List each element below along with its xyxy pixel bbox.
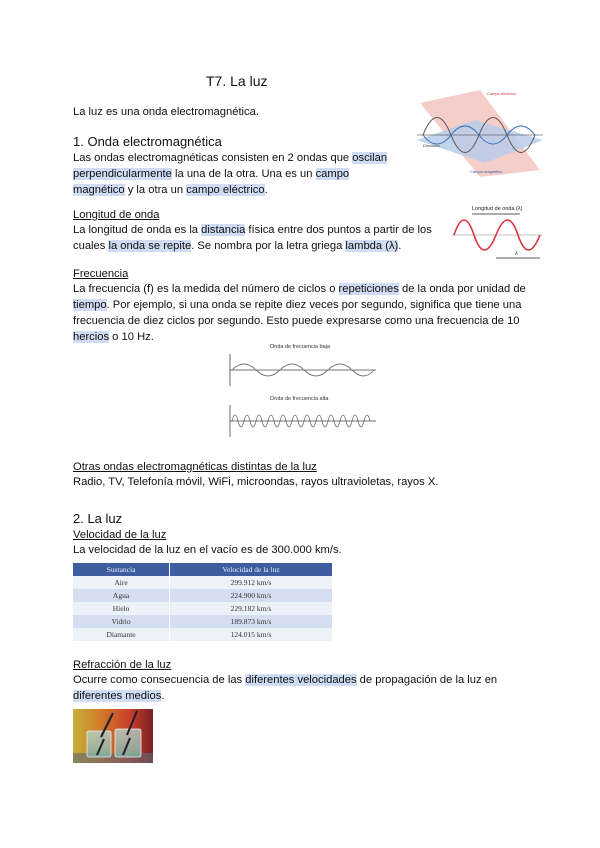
table-header-row bbox=[73, 563, 333, 576]
table-row bbox=[73, 576, 333, 589]
refraction-paragraph: Ocurre como consecuencia de las diferentes velocidades de propagación de la luz en diferentes medios. bbox=[73, 674, 498, 702]
table-cell: 224.900 km/s bbox=[170, 589, 333, 602]
speed-text: La velocidad de la luz en el vacío es de 300.000 km/s. bbox=[73, 544, 342, 556]
page-title: T7. La luz bbox=[206, 73, 268, 89]
section-1-heading: 1. Onda electromagnética bbox=[73, 134, 222, 149]
table-cell: 299.912 km/s bbox=[170, 576, 333, 589]
speed-table bbox=[73, 563, 333, 641]
em-wave-figure bbox=[415, 85, 545, 180]
frequency-paragraph: La frecuencia (f) es la medida del número de ciclos o repeticiones de la onda por unidad de tiempo. Por ejemplo, si una onda se repite diez veces por segundo, significa que tiene una frecuencia de diez ciclos por segundo. Esto puede expresarse como una frecuencia de 10 hercios o 10 Hz. bbox=[73, 283, 526, 343]
electric-label: Campo eléctrico bbox=[487, 91, 516, 96]
table-cell: Agua bbox=[73, 589, 170, 602]
table-header-speed: Velocidad de la luz bbox=[170, 563, 333, 576]
frequency-heading: Frecuencia bbox=[73, 268, 129, 280]
em-wave-paragraph: Las ondas electromagnéticas consisten en 2 ondas que oscilan perpendicularmente la una de la otra. Una es un campo magnético y la otra un campo eléctrico. bbox=[73, 152, 388, 196]
direction-label: Dirección bbox=[423, 143, 440, 148]
table-row bbox=[73, 589, 333, 602]
glass-left bbox=[87, 731, 111, 757]
table-row bbox=[73, 602, 333, 615]
wavelength-figure-label: Longitud de onda (λ) bbox=[472, 206, 523, 212]
table-header-substance: Sustancia bbox=[73, 563, 170, 576]
wavelength-figure bbox=[450, 200, 545, 268]
table-cell: 189.873 km/s bbox=[170, 615, 333, 628]
other-waves-heading: Otras ondas electromagnéticas distintas de la luz bbox=[73, 461, 317, 473]
low-frequency-label: Onda de frecuencia baja bbox=[270, 344, 330, 350]
table-cell: Hielo bbox=[73, 602, 170, 615]
lambda-symbol: λ bbox=[515, 251, 518, 257]
table-cell: 229.182 km/s bbox=[170, 602, 333, 615]
wavelength-paragraph: La longitud de onda es la distancia física entre dos puntos a partir de los cuales la onda se repite. Se nombra por la letra griega lambda (λ). bbox=[73, 224, 432, 252]
speed-heading: Velocidad de la luz bbox=[73, 529, 167, 541]
table-cell: Vidrio bbox=[73, 615, 170, 628]
refraction-heading: Refracción de la luz bbox=[73, 659, 172, 671]
table-row bbox=[73, 615, 333, 628]
frequency-figure bbox=[228, 340, 378, 440]
table-cell: Diamante bbox=[73, 628, 170, 641]
table-row bbox=[73, 628, 333, 641]
refraction-photo bbox=[73, 709, 153, 763]
intro-text: La luz es una onda electromagnética. bbox=[73, 106, 259, 118]
wavelength-heading: Longitud de onda bbox=[73, 209, 160, 221]
magnetic-label: Campo magnético bbox=[470, 169, 503, 174]
section-2-heading: 2. La luz bbox=[73, 511, 123, 526]
high-frequency-label: Onda de frecuencia alta bbox=[270, 396, 329, 402]
table-cell: Aire bbox=[73, 576, 170, 589]
other-waves-text: Radio, TV, Telefonía móvil, WiFi, microondas, rayos ultravioletas, rayos X. bbox=[73, 476, 439, 488]
table-cell: 124.015 km/s bbox=[170, 628, 333, 641]
